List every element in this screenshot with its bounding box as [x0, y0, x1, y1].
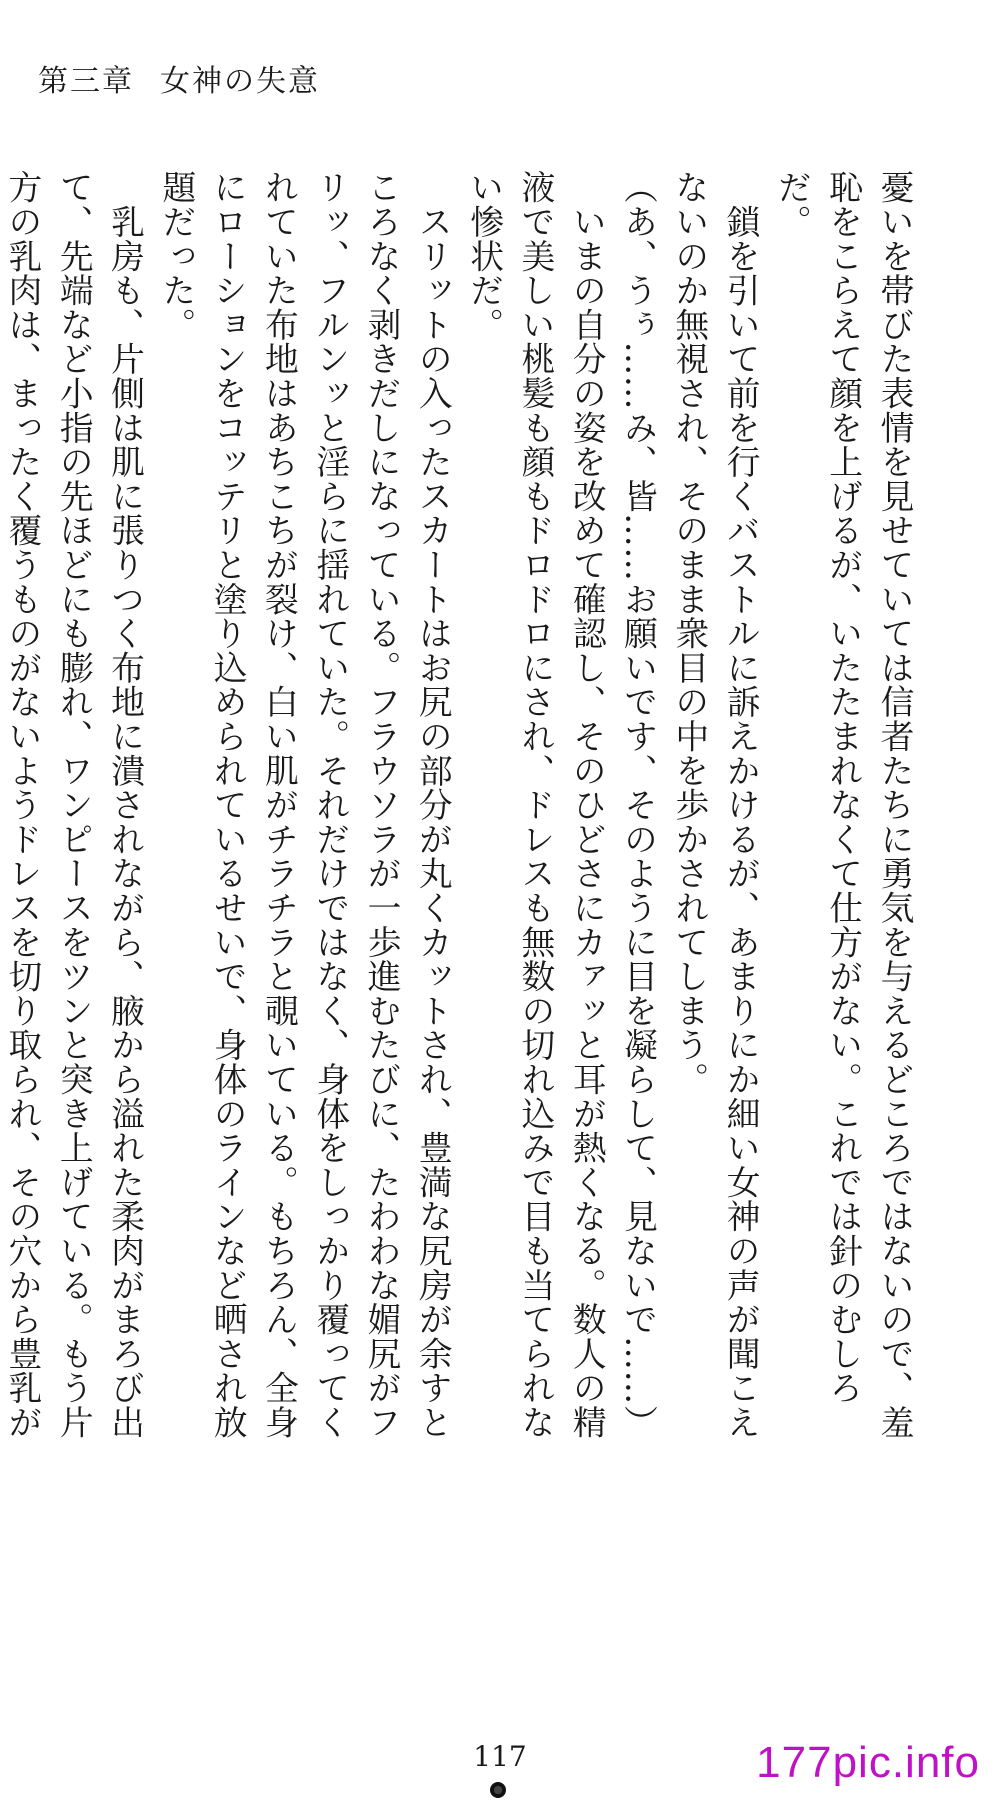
page-number: 117 — [473, 1740, 527, 1773]
paragraph-3: （あ、うぅ……み、皆……お願いです、そのように目を凝らして、見ないで……） — [618, 170, 658, 1440]
page-ornament-icon — [490, 1782, 506, 1798]
chapter-number: 第三章 — [38, 64, 134, 99]
chapter-title: 女神の失意 — [160, 64, 320, 99]
paragraph-5: スリットの入ったスカートはお尻の部分が丸くカットされ、豊満な尻房が余すところなく剥きだしになっている。フラウソラが一歩進むたびに、たわわな媚尻がフリッ、フルンッと淫らに揺れていた。それだけではなく、身体をしっかり覆ってくれていた布地はあちこちが裂け、白い肌がチラチラと覗いている。もちろん、全身にローションをコッテリと塗り込められているせいで、身体のラインなど晒され放題だった。 — [156, 170, 453, 1440]
paragraph-1: 憂いを帯びた表情を見せていては信者たちに勇気を与えるどころではないので、羞恥をこらえて顔を上げるが、いたたまれなくて仕方がない。これでは針のむしろだ。 — [772, 170, 914, 1440]
paragraph-6: 乳房も、片側は肌に張りつく布地に潰されながら、腋から溢れた柔肉がまろび出て、先端など小指の先ほどにも膨れ、ワンピースをツンと突き上げている。もう片方の乳肉は、まったく覆うものがないようドレスを切り取られ、その穴から豊乳が — [2, 170, 145, 1440]
paragraph-4: いまの自分の姿を改めて確認し、そのひどさにカァッと耳が熱くなる。数人の精液で美しい桃髪も顔もドロドロにされ、ドレスも無数の切れ込みで目も当てられない惨状だ。 — [464, 170, 607, 1440]
vertical-body-text — [2, 170, 920, 1460]
watermark: 177pic.info — [756, 1738, 980, 1787]
paragraph-2: 鎖を引いて前を行くバストルに訴えかけるが、あまりにか細い女神の声が聞こえないのか無視され、そのまま衆目の中を歩かされてしまう。 — [669, 170, 761, 1440]
running-header — [38, 56, 320, 100]
